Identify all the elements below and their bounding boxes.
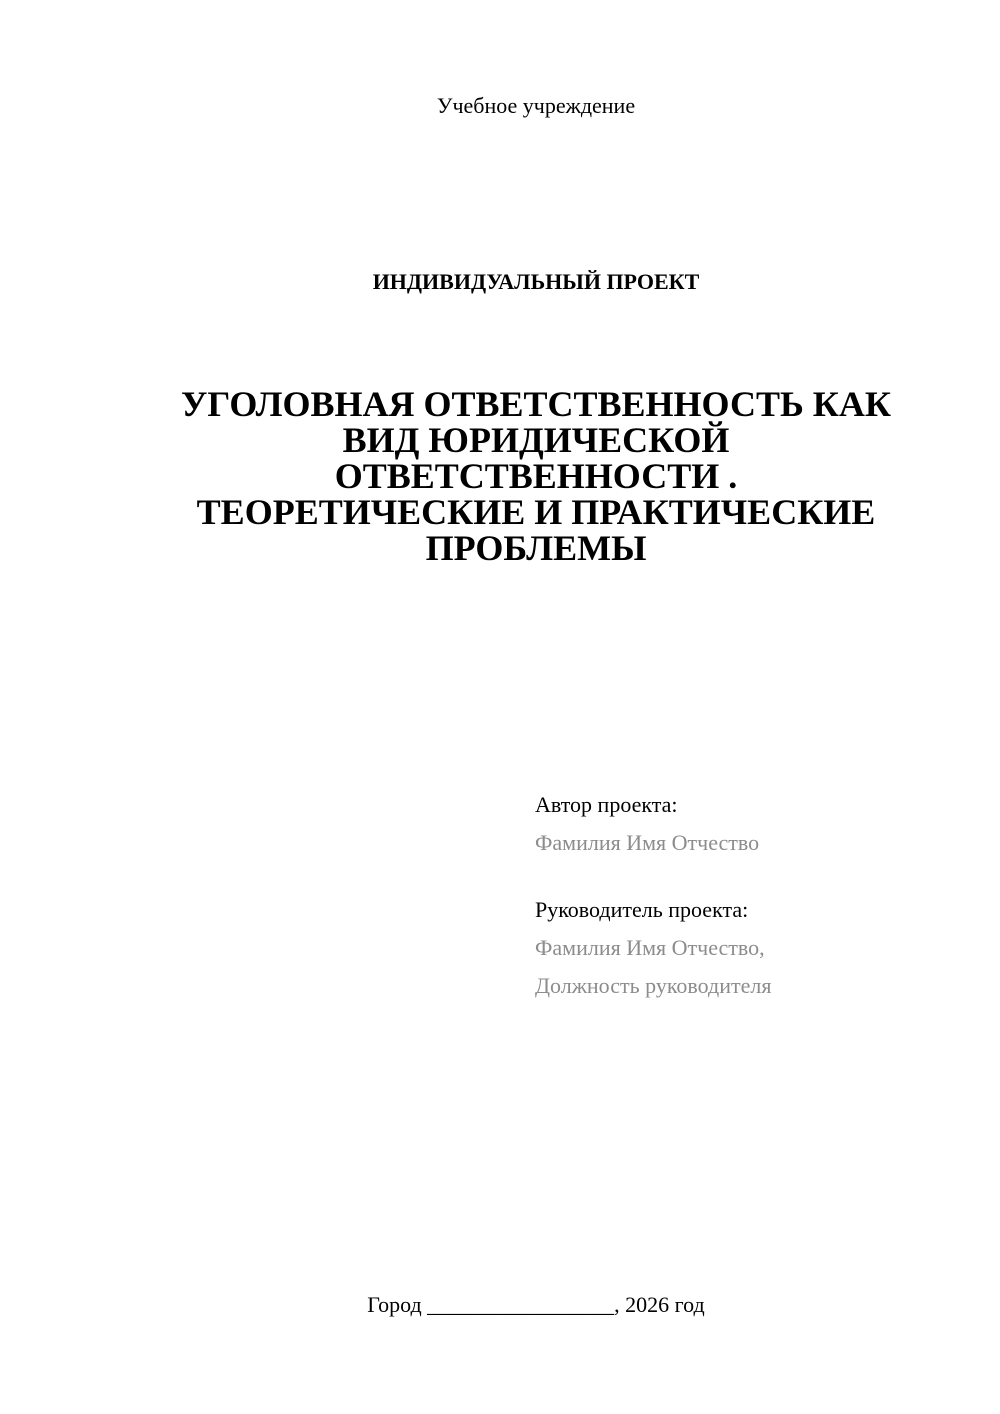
- supervisor-block: [535, 895, 975, 1009]
- city-label: Город: [367, 1292, 422, 1317]
- author-block: [535, 790, 975, 866]
- title-line: ТЕОРЕТИЧЕСКИЕ И ПРАКТИЧЕСКИЕ: [196, 492, 876, 532]
- supervisor-name-placeholder: Фамилия Имя Отчество,: [535, 935, 765, 960]
- supervisor-position-placeholder: Должность руководителя: [535, 973, 772, 998]
- year-text: , 2026 год: [614, 1292, 705, 1317]
- supervisor-label: Руководитель проекта:: [535, 897, 749, 922]
- title-line: ВИД ЮРИДИЧЕСКОЙ: [342, 420, 730, 460]
- city-blank: _________________: [427, 1292, 615, 1317]
- author-name-placeholder: Фамилия Имя Отчество: [535, 830, 760, 855]
- city-year-line: [0, 1290, 1000, 1320]
- title-line: УГОЛОВНАЯ ОТВЕТСТВЕННОСТЬ КАК: [180, 384, 891, 424]
- institution-name: Учебное учреждение: [436, 93, 636, 118]
- title-line: ПРОБЛЕМЫ: [425, 528, 647, 568]
- document-type-heading: ИНДИВИДУАЛЬНЫЙ ПРОЕКТ: [372, 269, 700, 294]
- title-line: ОТВЕТСТВЕННОСТИ .: [334, 456, 738, 496]
- project-title: [0, 386, 1000, 566]
- author-label: Автор проекта:: [535, 792, 678, 817]
